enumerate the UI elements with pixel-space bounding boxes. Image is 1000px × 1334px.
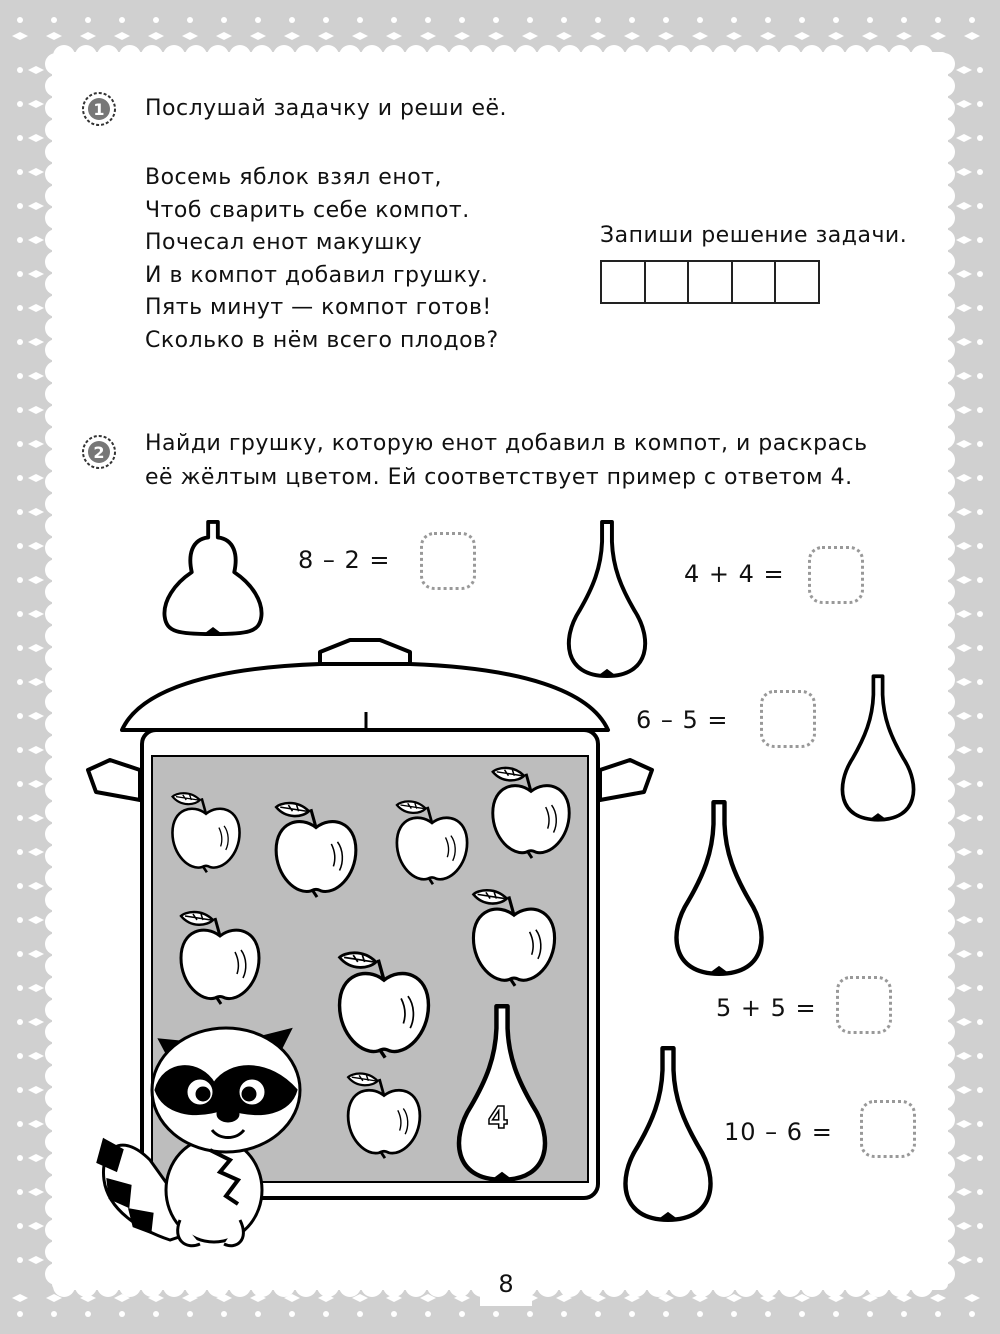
raccoon — [98, 1028, 300, 1246]
poem-line: Сколько в нём всего плодов? — [145, 327, 499, 353]
pear-4 — [676, 802, 761, 974]
page-number: 8 — [480, 1262, 532, 1306]
poem-line: Восемь яблок взял енот, — [145, 165, 442, 190]
task2-instruction-line2: её жёлтым цветом. Ей соответствует пример с ответом 4. — [145, 465, 853, 490]
example-5-plus-5: 5 + 5 = — [716, 994, 817, 1022]
task1-instruction: Послушай задачку и реши её. — [145, 96, 508, 121]
example-4-plus-4: 4 + 4 = — [684, 560, 785, 588]
answer-box-4[interactable] — [836, 976, 892, 1034]
task2-instruction-line1: Найди грушку, которую енот добавил в компот, и раскрась — [145, 431, 868, 456]
pear-5 — [625, 1048, 710, 1220]
answer-box-1[interactable] — [420, 532, 476, 590]
pear-3 — [842, 676, 913, 820]
example-10-minus-6: 10 – 6 = — [724, 1118, 833, 1146]
poem-line: Пять минут — компот готов! — [145, 295, 492, 320]
answer-prompt: Запиши решение задачи. — [600, 223, 908, 248]
svg-text:1: 1 — [93, 100, 105, 119]
pot-pear-number: 4 — [487, 1101, 509, 1136]
answer-box-2[interactable] — [808, 546, 864, 604]
poem-line: Чтоб сварить себе компот. — [145, 197, 470, 223]
svg-text:2: 2 — [93, 443, 105, 462]
example-6-minus-5: 6 – 5 = — [636, 706, 729, 734]
poem-line: И в компот добавил грушку. — [145, 262, 489, 288]
pear-2 — [569, 522, 645, 676]
pear-1 — [164, 522, 261, 634]
example-8-minus-2: 8 – 2 = — [298, 546, 391, 574]
answer-box-5[interactable] — [860, 1100, 916, 1158]
answer-box-3[interactable] — [760, 690, 816, 748]
poem-line: Почесал енот макушку — [145, 230, 423, 255]
